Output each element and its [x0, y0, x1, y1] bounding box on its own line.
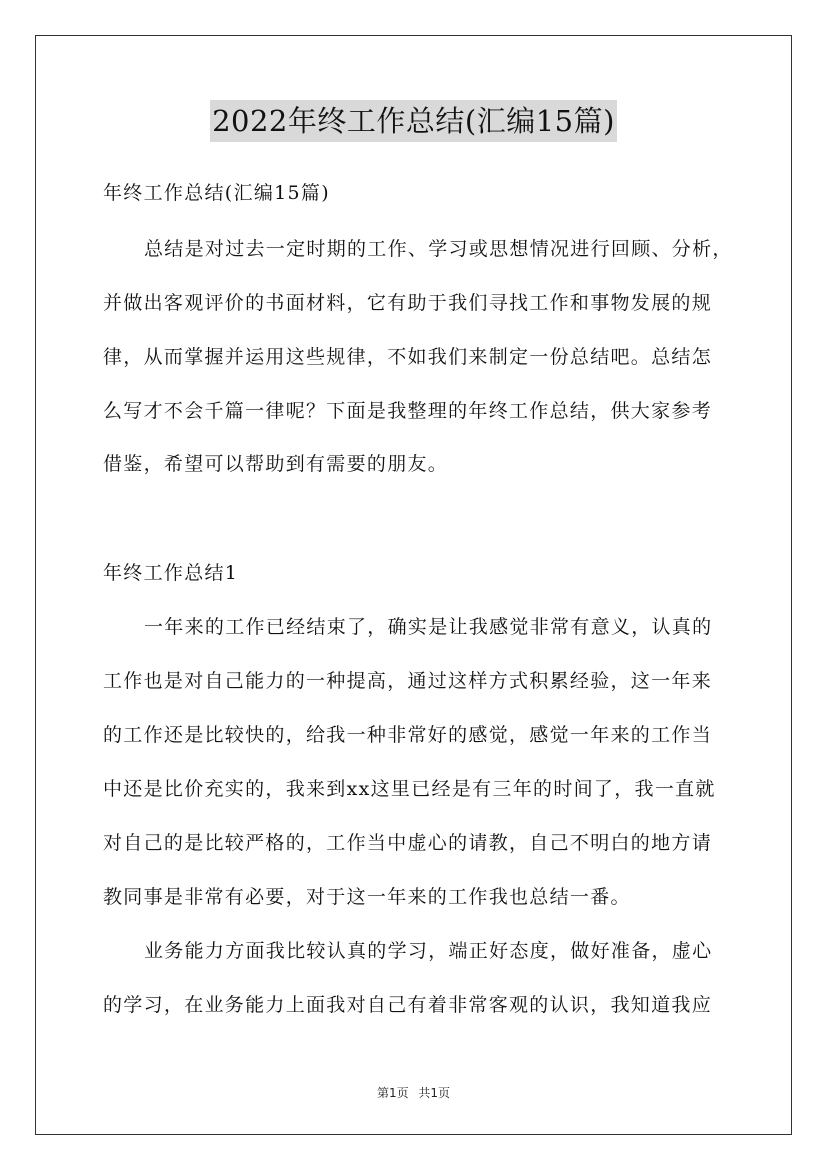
subtitle: 年终工作总结(汇编15篇)	[103, 182, 330, 204]
paragraph-line: 业务能力方面我比较认真的学习，端正好态度，做好准备，虚心	[144, 940, 713, 962]
paragraph-line: 工作也是对自己能力的一种提高，通过这样方式积累经验，这一年来	[103, 670, 713, 692]
intro-line: 并做出客观评价的书面材料，它有助于我们寻找工作和事物发展的规	[103, 292, 713, 314]
paragraph-line: 的工作还是比较快的，给我一种非常好的感觉，感觉一年来的工作当	[103, 724, 713, 746]
page-total: 共1页	[418, 1086, 451, 1100]
section-heading: 年终工作总结1	[103, 562, 239, 584]
title-wrap	[0, 100, 827, 142]
page-footer	[0, 1084, 827, 1101]
paragraph-line: 对自己的是比较严格的，工作当中虚心的请教，自己不明白的地方请	[103, 832, 713, 854]
intro-line: 么写才不会千篇一律呢？下面是我整理的年终工作总结，供大家参考	[103, 400, 713, 422]
intro-line: 借鉴，希望可以帮助到有需要的朋友。	[103, 453, 449, 475]
paragraph-line: 教同事是非常有必要，对于这一年来的工作我也总结一番。	[103, 886, 631, 908]
intro-line: 总结是对过去一定时期的工作、学习或思想情况进行回顾、分析，	[144, 238, 733, 260]
intro-line: 律，从而掌握并运用这些规律，不如我们来制定一份总结吧。总结怎	[103, 346, 713, 368]
paragraph-line: 中还是比价充实的，我来到xx这里已经是有三年的时间了，我一直就	[103, 778, 716, 800]
paragraph-line: 一年来的工作已经结束了，确实是让我感觉非常有意义，认真的	[144, 616, 713, 638]
document-title: 2022年终工作总结(汇编15篇)	[210, 100, 617, 142]
page-number: 第1页	[376, 1086, 409, 1100]
paragraph-line: 的学习，在业务能力上面我对自己有着非常客观的认识，我知道我应	[103, 994, 713, 1016]
